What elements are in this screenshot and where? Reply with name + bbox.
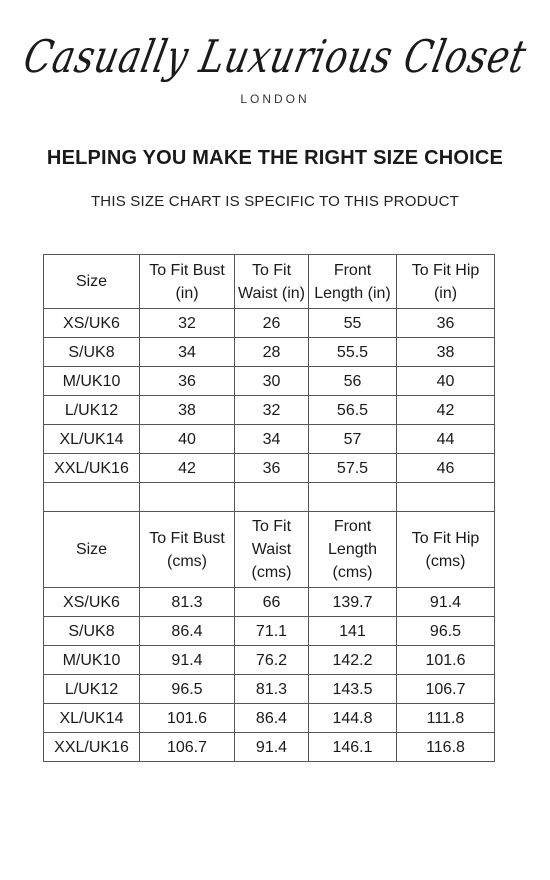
table-row bbox=[44, 425, 495, 454]
size-label-cell: M/UK10 bbox=[44, 646, 140, 675]
measurement-cell: 42 bbox=[140, 454, 235, 483]
measurement-cell: 106.7 bbox=[397, 675, 495, 704]
measurement-cell: 101.6 bbox=[140, 704, 235, 733]
measurement-cell: 55 bbox=[309, 309, 397, 338]
measurement-cell: 143.5 bbox=[309, 675, 397, 704]
measurement-cell: 36 bbox=[235, 454, 309, 483]
column-header-line: Length (in) bbox=[314, 284, 391, 302]
column-header bbox=[44, 255, 140, 309]
table-row bbox=[44, 617, 495, 646]
column-header bbox=[235, 512, 309, 588]
measurement-cell: 55.5 bbox=[309, 338, 397, 367]
measurement-cell: 96.5 bbox=[140, 675, 235, 704]
measurement-cell: 57.5 bbox=[309, 454, 397, 483]
measurement-cell: 81.3 bbox=[235, 675, 309, 704]
column-header-line: To Fit bbox=[251, 261, 292, 279]
table-row bbox=[44, 646, 495, 675]
column-header-line: Size bbox=[75, 273, 108, 290]
column-header bbox=[397, 255, 495, 309]
column-header-line: To Fit Hip bbox=[411, 529, 480, 547]
column-header bbox=[309, 512, 397, 588]
size-label-cell: XXL/UK16 bbox=[44, 454, 140, 483]
table-row bbox=[44, 338, 495, 367]
size-label-cell: L/UK12 bbox=[44, 675, 140, 704]
measurement-cell: 42 bbox=[397, 396, 495, 425]
measurement-cell: 139.7 bbox=[309, 588, 397, 617]
column-header-line: (in) bbox=[433, 284, 458, 302]
size-label-cell: XL/UK14 bbox=[44, 704, 140, 733]
brand-logo bbox=[0, 28, 550, 106]
measurement-cell: 40 bbox=[397, 367, 495, 396]
measurement-cell: 36 bbox=[140, 367, 235, 396]
brand-name: Casually Luxurious Closet bbox=[19, 31, 532, 83]
measurement-cell: 34 bbox=[140, 338, 235, 367]
column-header-line: (cms) bbox=[167, 552, 207, 570]
measurement-cell: 71.1 bbox=[235, 617, 309, 646]
measurement-cell: 91.4 bbox=[235, 733, 309, 762]
brand-location: LONDON bbox=[240, 92, 310, 106]
measurement-cell: 86.4 bbox=[140, 617, 235, 646]
measurement-cell: 56 bbox=[309, 367, 397, 396]
measurement-cell: 96.5 bbox=[397, 617, 495, 646]
measurement-cell: 34 bbox=[235, 425, 309, 454]
size-label-cell: XL/UK14 bbox=[44, 425, 140, 454]
table-row bbox=[44, 704, 495, 733]
measurement-cell: 44 bbox=[397, 425, 495, 454]
measurement-cell: 28 bbox=[235, 338, 309, 367]
column-header-line: (cms) bbox=[251, 564, 292, 581]
measurement-cell: 32 bbox=[235, 396, 309, 425]
measurement-cell: 46 bbox=[397, 454, 495, 483]
page-subtitle: THIS SIZE CHART IS SPECIFIC TO THIS PRODUCT bbox=[90, 193, 460, 210]
empty-cell bbox=[309, 483, 397, 512]
column-header-line: To Fit bbox=[251, 518, 292, 535]
measurement-cell: 40 bbox=[140, 425, 235, 454]
measurement-cell: 32 bbox=[140, 309, 235, 338]
column-header-line: Waist (in) bbox=[238, 284, 305, 302]
measurement-cell: 57 bbox=[309, 425, 397, 454]
table-row bbox=[44, 675, 495, 704]
column-header-line: To Fit Bust bbox=[149, 261, 225, 279]
size-label-cell: XS/UK6 bbox=[44, 588, 140, 617]
measurement-cell: 81.3 bbox=[140, 588, 235, 617]
measurement-cell: 141 bbox=[309, 617, 397, 646]
empty-cell bbox=[44, 483, 140, 512]
size-label-cell: L/UK12 bbox=[44, 396, 140, 425]
measurement-cell: 146.1 bbox=[309, 733, 397, 762]
measurement-cell: 86.4 bbox=[235, 704, 309, 733]
column-header-line: To Fit Hip bbox=[411, 261, 480, 279]
column-header-line: (in) bbox=[175, 284, 199, 302]
table-row bbox=[44, 396, 495, 425]
spacer-row bbox=[44, 483, 495, 512]
size-label-cell: XXL/UK16 bbox=[44, 733, 140, 762]
column-header-line: (cms) bbox=[332, 564, 373, 581]
column-header-line: Front bbox=[333, 518, 372, 535]
measurement-cell: 106.7 bbox=[140, 733, 235, 762]
column-header bbox=[309, 255, 397, 309]
column-header bbox=[140, 255, 235, 309]
measurement-cell: 142.2 bbox=[309, 646, 397, 675]
measurement-cell: 144.8 bbox=[309, 704, 397, 733]
column-header-line: Waist bbox=[251, 541, 292, 558]
table-header-row bbox=[44, 512, 495, 588]
measurement-cell: 38 bbox=[397, 338, 495, 367]
table-row bbox=[44, 367, 495, 396]
size-chart-table bbox=[43, 254, 495, 762]
measurement-cell: 36 bbox=[397, 309, 495, 338]
measurement-cell: 38 bbox=[140, 396, 235, 425]
table-row bbox=[44, 309, 495, 338]
column-header-line: To Fit Bust bbox=[149, 529, 225, 547]
measurement-cell: 111.8 bbox=[397, 704, 495, 733]
column-header-line: Length bbox=[328, 541, 377, 558]
column-header bbox=[140, 512, 235, 588]
measurement-cell: 66 bbox=[235, 588, 309, 617]
size-label-cell: S/UK8 bbox=[44, 338, 140, 367]
column-header-line: (cms) bbox=[425, 552, 466, 570]
table-row bbox=[44, 588, 495, 617]
table-row bbox=[44, 454, 495, 483]
page-title: HELPING YOU MAKE THE RIGHT SIZE CHOICE bbox=[46, 147, 504, 169]
size-label-cell: XS/UK6 bbox=[44, 309, 140, 338]
column-header bbox=[235, 255, 309, 309]
measurement-cell: 76.2 bbox=[235, 646, 309, 675]
column-header-line: Front bbox=[333, 261, 372, 279]
measurement-cell: 91.4 bbox=[397, 588, 495, 617]
column-header bbox=[397, 512, 495, 588]
measurement-cell: 30 bbox=[235, 367, 309, 396]
column-header-line: Size bbox=[75, 541, 108, 558]
column-header bbox=[44, 512, 140, 588]
measurement-cell: 116.8 bbox=[397, 733, 495, 762]
measurement-cell: 91.4 bbox=[140, 646, 235, 675]
size-label-cell: M/UK10 bbox=[44, 367, 140, 396]
table-row bbox=[44, 733, 495, 762]
empty-cell bbox=[235, 483, 309, 512]
table-header-row bbox=[44, 255, 495, 309]
measurement-cell: 101.6 bbox=[397, 646, 495, 675]
empty-cell bbox=[140, 483, 235, 512]
size-label-cell: S/UK8 bbox=[44, 617, 140, 646]
measurement-cell: 56.5 bbox=[309, 396, 397, 425]
measurement-cell: 26 bbox=[235, 309, 309, 338]
empty-cell bbox=[397, 483, 495, 512]
